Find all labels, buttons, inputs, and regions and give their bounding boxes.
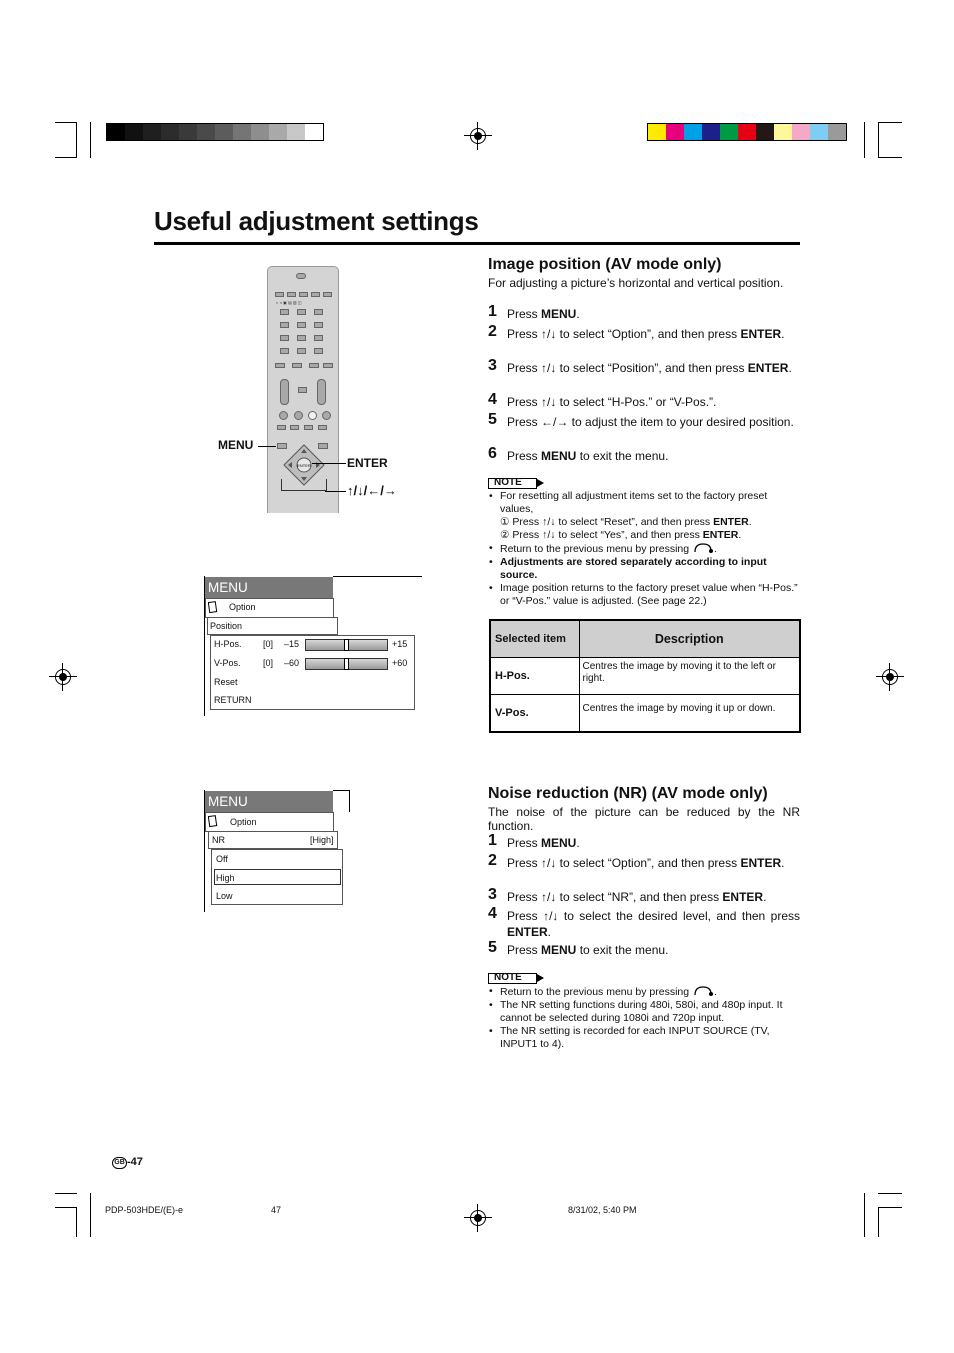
- registration-mark-icon: [468, 126, 488, 146]
- step-text: Press ↑/↓ to select “Option”, and then press ENTER.: [507, 327, 785, 341]
- step-number: 2: [488, 323, 497, 340]
- h-pos-max: +15: [392, 639, 408, 649]
- color-swatch: [251, 124, 269, 140]
- note-recorded: • The NR setting is recorded for each INPUT SOURCE (TV, INPUT1 to 4).: [488, 1025, 802, 1051]
- crop-mark: [55, 122, 77, 123]
- step-text: Press ↑/↓ to select “Option”, and then press ENTER.: [507, 856, 785, 870]
- noise-reduction-intro: The noise of the picture can be reduced by the NR function.: [488, 805, 800, 833]
- noise-reduction-step-5: [488, 939, 800, 958]
- color-swatch: [161, 124, 179, 140]
- table-cell-description: Centres the image by moving it to the left or right.: [579, 657, 800, 694]
- step-number: 1: [488, 303, 497, 320]
- color-swatch: [143, 124, 161, 140]
- note-return: • Return to the previous menu by pressing .: [488, 985, 802, 999]
- image-position-step-6: [488, 445, 800, 464]
- step-text: Press MENU to exit the menu.: [507, 943, 669, 957]
- h-pos-slider[interactable]: [305, 639, 388, 651]
- v-pos-max: +60: [392, 658, 408, 668]
- nr-value: [High]: [310, 835, 334, 845]
- image-position-notes: [488, 490, 802, 608]
- nr-label: NR: [212, 835, 225, 845]
- image-position-step-4: [488, 391, 800, 410]
- noise-reduction-step-2: [488, 852, 800, 871]
- enter-leader-line: [312, 463, 346, 464]
- color-swatch: [774, 124, 792, 140]
- menu-header: MENU: [205, 791, 333, 812]
- folio-page: 47: [271, 1205, 282, 1215]
- selected-item-table: [489, 619, 801, 733]
- color-swatch: [233, 124, 251, 140]
- crop-mark: [90, 1193, 91, 1237]
- color-swatch: [197, 124, 215, 140]
- image-position-step-1: [488, 303, 800, 322]
- step-number: 2: [488, 852, 497, 869]
- crop-mark: [878, 1207, 902, 1208]
- return-menu-item[interactable]: RETURN: [214, 695, 252, 705]
- title-rule: [154, 242, 800, 245]
- color-swatch: [287, 124, 305, 140]
- note-badge: NOTE: [488, 973, 545, 984]
- option-icon: [208, 815, 218, 828]
- option-label: Option: [230, 817, 257, 827]
- note-factory: • Image position returns to the factory preset value when “H-Pos.” or “V-Pos.” value is adjusted. (See page 22.): [488, 582, 802, 608]
- step-text: Press ↑/↓ to select “Position”, and then press ENTER.: [507, 361, 792, 375]
- h-pos-min: –15: [284, 639, 300, 649]
- color-swatch: [666, 124, 684, 140]
- color-swatch: [179, 124, 197, 140]
- region-badge: GB: [112, 1157, 127, 1169]
- channel-rocker: [317, 379, 326, 405]
- page-title: Useful adjustment settings: [154, 206, 479, 236]
- color-swatch: [756, 124, 774, 140]
- menu-leader-line: [258, 446, 276, 447]
- table-cell-description: Centres the image by moving it up or down.: [579, 694, 800, 732]
- step-number: 6: [488, 445, 497, 462]
- table-header: Description: [579, 620, 800, 657]
- volume-rocker: [280, 379, 289, 405]
- v-pos-label[interactable]: V-Pos.: [214, 658, 241, 668]
- step-text: Press ←/→ to adjust the item to your desired position.: [507, 415, 794, 429]
- arrows-callout-label: ↑/↓/←/→: [347, 483, 397, 498]
- crop-mark: [76, 1207, 77, 1237]
- menu-callout-label: MENU: [218, 438, 254, 452]
- color-swatch: [828, 124, 846, 140]
- color-swatch: [738, 124, 756, 140]
- color-swatch: [702, 124, 720, 140]
- crop-mark: [878, 1207, 879, 1237]
- option-menu-row[interactable]: [205, 598, 334, 618]
- step-number: 3: [488, 357, 497, 374]
- note-separate: • Adjustments are stored separately according to input source.: [488, 556, 802, 582]
- step-text: Press ↑/↓ to select the desired level, and then press ENTER.: [507, 909, 800, 939]
- color-swatch: [648, 124, 666, 140]
- note-reset: • For resetting all adjustment items set to the factory preset values, ① Press ↑/↓ to select “Reset”, and then press ENTER. ② Press ↑/↓ to select “Yes”, and then press ENTER.: [488, 490, 802, 542]
- color-swatch: [107, 124, 125, 140]
- crop-mark: [878, 122, 879, 158]
- color-swatch: [684, 124, 702, 140]
- note-badge: NOTE: [488, 478, 545, 489]
- image-position-step-5: [488, 411, 800, 430]
- option-icon: [208, 601, 218, 614]
- step-number: 5: [488, 939, 497, 956]
- table-cell-item: H-Pos.: [490, 657, 579, 694]
- crop-mark: [90, 122, 91, 158]
- return-button-icon: [692, 542, 714, 553]
- arrows-leader-line: [325, 491, 346, 492]
- grayscale-color-bar: [106, 123, 324, 141]
- menu-header: MENU: [205, 577, 333, 598]
- note-inputs: • The NR setting functions during 480i, 580i, and 480p input. It cannot be selected during 1080i and 720p input.: [488, 999, 802, 1025]
- nr-option-high[interactable]: High: [216, 873, 235, 883]
- image-position-step-2: [488, 323, 800, 342]
- noise-reduction-notes: [488, 985, 802, 1051]
- table-header: Selected item: [490, 620, 579, 657]
- crop-mark: [864, 1193, 865, 1237]
- noise-reduction-step-4: [488, 905, 800, 940]
- registration-mark-icon: [468, 1208, 488, 1228]
- crop-mark: [864, 122, 865, 158]
- v-pos-value: [0]: [263, 658, 274, 668]
- registration-mark-icon: [880, 667, 900, 687]
- noise-reduction-step-1: [488, 832, 800, 851]
- option-menu-row[interactable]: [205, 812, 334, 832]
- option-label: Option: [229, 602, 256, 612]
- step-text: Press MENU to exit the menu.: [507, 449, 669, 463]
- step-number: 4: [488, 905, 497, 922]
- crop-mark: [55, 1207, 77, 1208]
- image-position-heading: Image position (AV mode only): [488, 256, 722, 273]
- color-swatch: [269, 124, 287, 140]
- page-number: GB -47: [112, 1156, 143, 1169]
- nr-option-off[interactable]: Off: [216, 854, 228, 864]
- registration-mark-icon: [53, 667, 73, 687]
- image-position-step-3: [488, 357, 800, 376]
- folio-date: 8/31/02, 5:40 PM: [568, 1205, 637, 1215]
- remote-control-illustration: ◐ ◑ ▣ ▤ ▥ ◫ ENTER: [267, 266, 339, 513]
- color-swatch: [810, 124, 828, 140]
- color-swatch: [720, 124, 738, 140]
- folio-model: PDP-503HDE/(E)-e: [105, 1205, 184, 1215]
- process-color-bar: [647, 123, 847, 141]
- h-pos-label[interactable]: H-Pos.: [214, 639, 242, 649]
- step-text: Press MENU.: [507, 307, 580, 321]
- note-return: • Return to the previous menu by pressing .: [488, 542, 802, 556]
- return-button-icon: [692, 985, 714, 996]
- step-text: Press ↑/↓ to select “H-Pos.” or “V-Pos.”.: [507, 395, 717, 409]
- v-pos-slider-thumb[interactable]: [344, 658, 349, 670]
- image-position-intro: For adjusting a picture’s horizontal and vertical position.: [488, 276, 784, 290]
- svg-text:ENTER: ENTER: [297, 463, 311, 468]
- enter-callout-label: ENTER: [347, 456, 388, 470]
- h-pos-value: [0]: [263, 639, 274, 649]
- color-swatch: [305, 124, 323, 140]
- step-number: 3: [488, 886, 497, 903]
- h-pos-slider-thumb[interactable]: [344, 639, 349, 651]
- step-number: 5: [488, 411, 497, 428]
- crop-mark: [76, 122, 77, 158]
- crop-mark: [878, 157, 902, 158]
- step-text: Press MENU.: [507, 836, 580, 850]
- step-number: 1: [488, 832, 497, 849]
- crop-mark: [55, 1193, 77, 1194]
- power-button: [296, 273, 306, 279]
- crop-mark: [878, 122, 902, 123]
- step-text: Press ↑/↓ to select “NR”, and then press ENTER.: [507, 890, 767, 904]
- noise-reduction-step-3: [488, 886, 800, 905]
- reset-menu-item[interactable]: Reset: [214, 677, 238, 687]
- nr-option-low[interactable]: Low: [216, 891, 233, 901]
- crop-mark: [878, 1193, 902, 1194]
- color-swatch: [215, 124, 233, 140]
- noise-reduction-heading: Noise reduction (NR) (AV mode only): [488, 785, 768, 802]
- step-number: 4: [488, 391, 497, 408]
- v-pos-min: –60: [284, 658, 300, 668]
- table-cell-item: V-Pos.: [490, 694, 579, 732]
- crop-mark: [55, 157, 77, 158]
- position-label: Position: [210, 621, 243, 631]
- color-swatch: [792, 124, 810, 140]
- color-swatch: [125, 124, 143, 140]
- v-pos-slider[interactable]: [305, 658, 388, 670]
